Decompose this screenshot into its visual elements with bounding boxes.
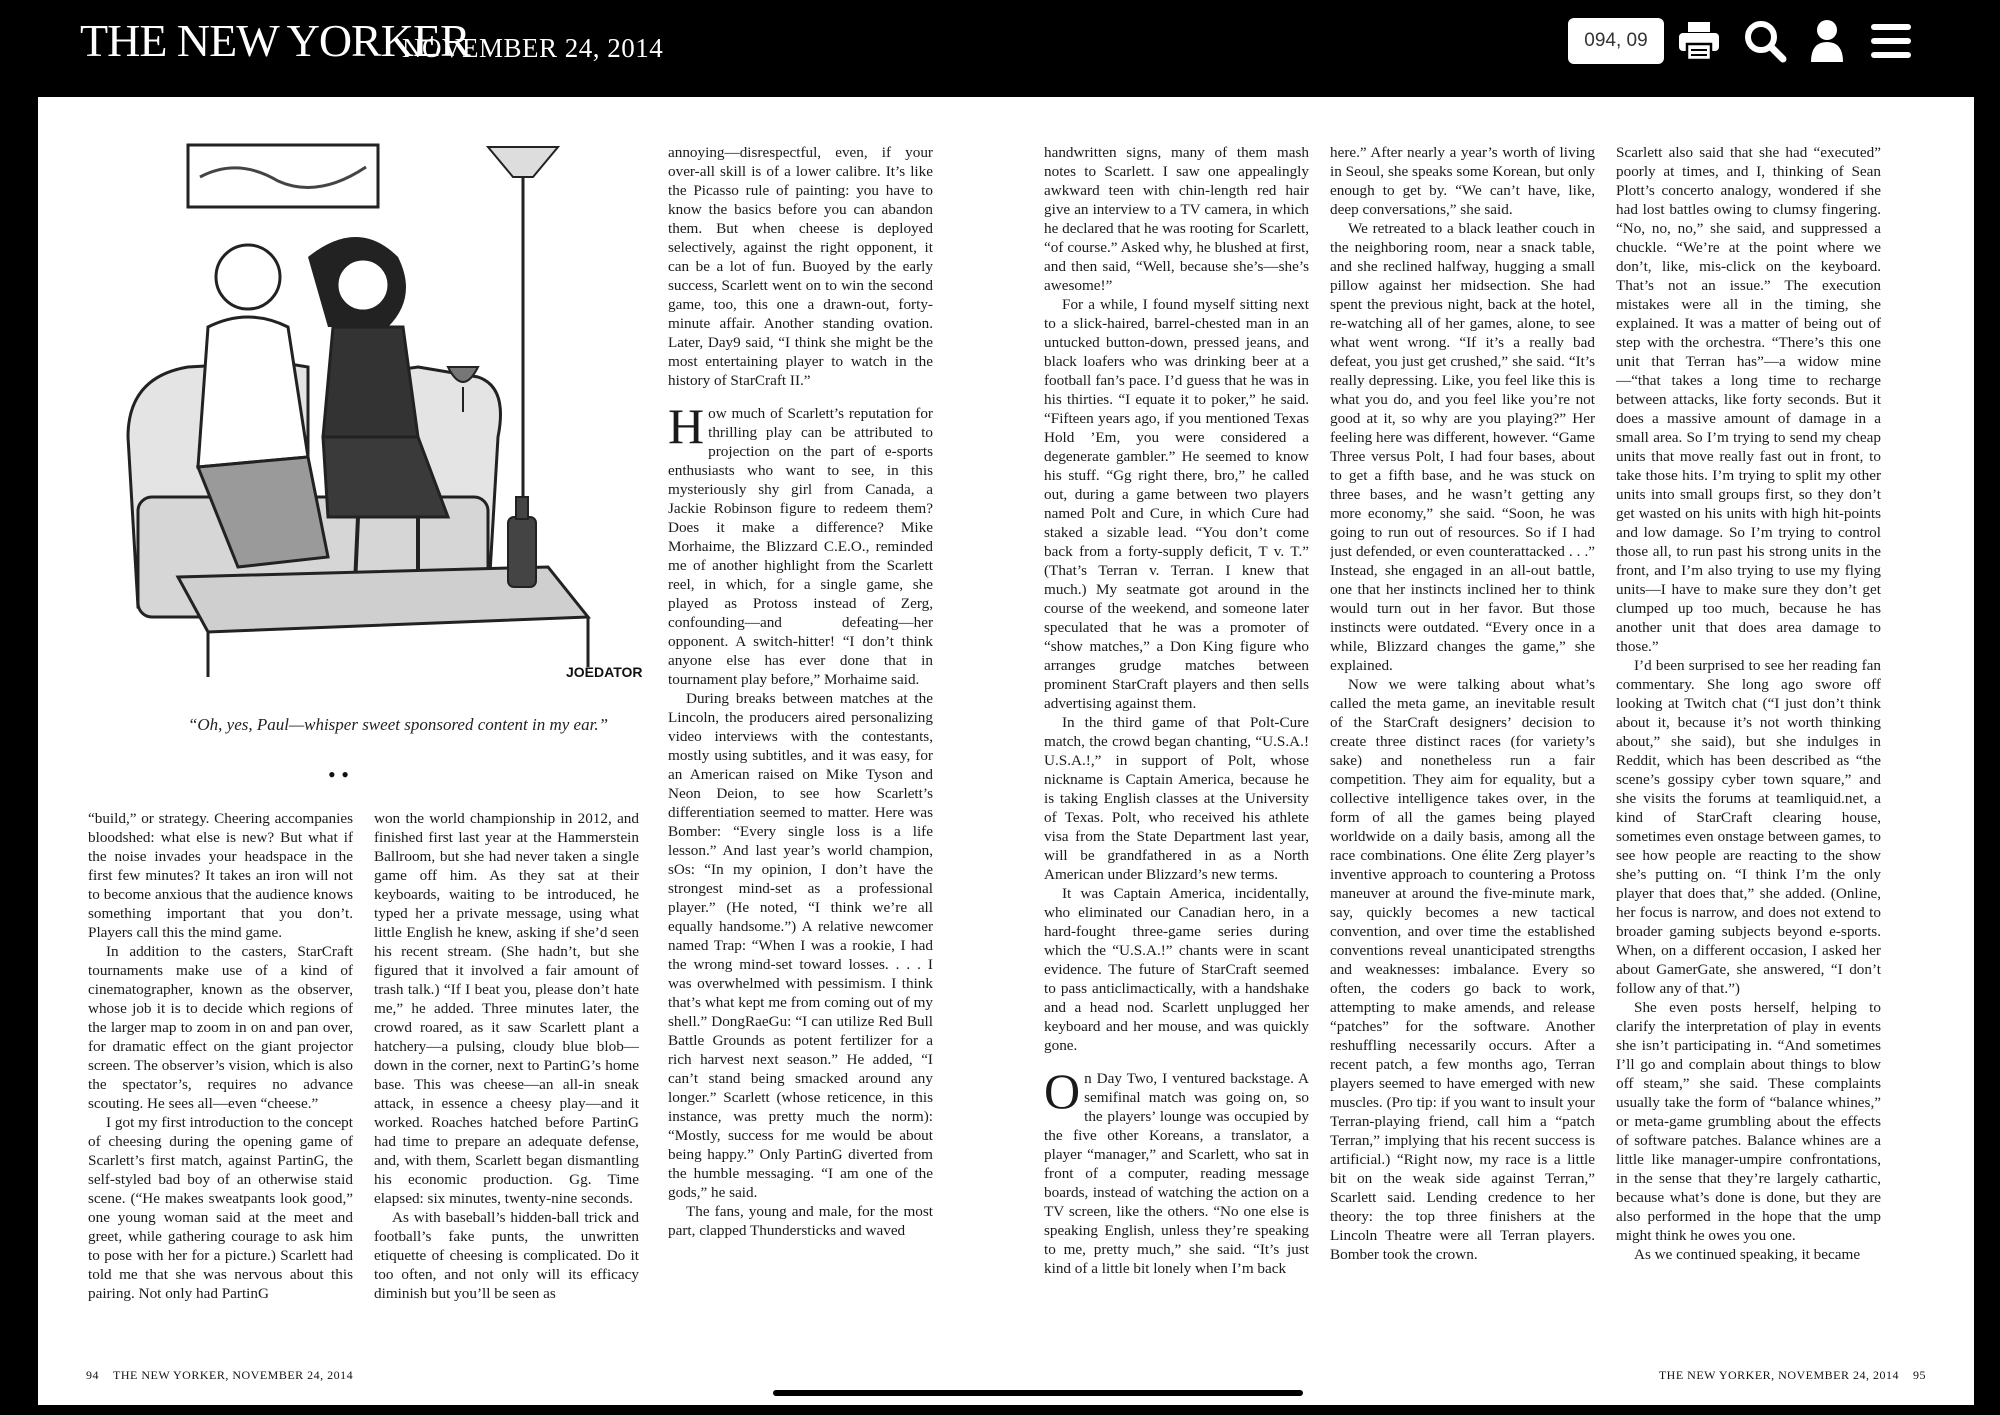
paragraph: here.” After nearly a year’s worth of living in Seoul, she speaks some Korean, but only enough to get by. “We can’t have, like, deep conversations,” she said. bbox=[1330, 144, 1595, 218]
paragraph: She even posts herself, helping to clarify the interpretation of play in events she isn’t participating in. “And sometimes I’ll go and complain about things to blow off steam,” she said. These complaints usually take the form of “balance whines,” or meta-game grumbling about the effects of software patches. Balance whines are a little like manager-umpire confrontations, in the sense that they’re largely cathartic, because what’s done is done, but they are also performed in the hope that the ump might think he owes you one. bbox=[1616, 999, 1881, 1244]
drop-cap: H bbox=[668, 398, 705, 454]
paragraph: On Day Two, I ventured backstage. A semifinal match was going on, so the players’ lounge was occupied by the five other Koreans, a translator, a player “manager,” and Scarlett, who sat in front of a computer, reading message boards, instead of watching the action on a TV screen, like the others. “No one else is speaking English, unless they’re speaking to me, pretty much,” she said. “It’s just kind of a little bit lonely when I’m back bbox=[1044, 1063, 1309, 1277]
paragraph: I got my first introduction to the concept of cheesing during the opening game of Scarlett’s first match, against PartinG, the self-styled bad boy of an otherwise staid scene. (“He makes sweatpants look good,” one young woman said at the meet and greet, while gathering courage to ask him to pose with her for a picture.) Scarlett had told me that she was nervous about this pairing. Not only had PartinG bbox=[88, 1114, 353, 1302]
menu-icon[interactable] bbox=[1866, 14, 1916, 68]
issue-date: NOVEMBER 24, 2014 bbox=[402, 33, 664, 63]
right-folio: THE NEW YORKER, NOVEMBER 24, 2014 95 bbox=[1658, 1368, 1926, 1382]
cartoon-illustration bbox=[118, 137, 678, 697]
paragraph: “build,” or strategy. Cheering accompanies bloodshed: what else is new? But what if the noise invades your headspace in the first few minutes? It takes an iron will not to become anxious that the audience knows something important that you don’t. Players call this the mind game. bbox=[88, 810, 353, 941]
paragraph: Scarlett also said that she had “executed” poorly at times, and I, thinking of Sean Plott’s concerto analogy, wondered if she had lost battles owing to clumsy fingering. “No, no, no,” she said, and suppressed a chuckle. “We’re at the point where we don’t, like, mis-click on the keyboard. That’s not an issue.” The execution mistakes were all in the timing, she explained. It was a matter of being out of step with the orchestra. “There’s this one unit that Terran has”—a widow mine—“that takes a long time to recharge between attacks, like forty seconds. But it does a massive amount of damage in a small area. So I’m trying to send my cheap units that move really fast out in front, to take those hits. I’m trying to split my other units into small groups first, so they don’t get wasted on his units with high hit-points and low damage. So I’m trying to control those all, to run past his strong units in the front, and I’m also trying to use my flying units—I have to make sure they don’t get clumped up too much, because he has another unit that does area damage to those.” bbox=[1616, 144, 1881, 655]
paragraph: annoying—disrespectful, even, if your over-all skill is of a lower calibre. It’s like the Picasso rule of painting: you have to know the basics before you can abandon them. But when cheese is deployed selectively, against the right opponent, it can be a lot of fun. Buoyed by the early success, Scarlett went on to win the second game, too, this one a drawn-out, forty-minute affair. Another standing ovation. Later, Day9 said, “I think she might be the most entertaining player to watch in the history of StarCraft II.” bbox=[668, 144, 933, 389]
article-column-6 bbox=[1616, 143, 1881, 1359]
search-icon[interactable] bbox=[1740, 14, 1790, 68]
paragraph: For a while, I found myself sitting next to a slick-haired, barrel-chested man in an untucked button-down, pressed jeans, and black loafers who was drinking beer at a football fan’s pace. I’d guess that he was in his thirties. “I equate it to poker,” he said. “Fifteen years ago, if you mentioned Texas Hold ’Em, you were considered a degenerate gambler.” He seemed to know his stuff. “Gg right there, bro,” he called out, during a game between two players named Polt and Cure, in which Cure had staked a sizable lead. “You don’t come back from a forty-supply deficit, T v. T.” (That’s Terran v. Terran. I knew that much.) My seatmate got around in the course of the weekend, and someone later speculated that he was a promoter of “show matches,” a Don King figure who arranges grudge matches between prominent StarCraft players and then sells advertising against them. bbox=[1044, 296, 1309, 712]
paragraph: In addition to the casters, StarCraft tournaments make use of a kind of cinematographer, known as the observer, whose job it is to decide which regions of the larger map to zoom in on and pan over, for dramatic effect on the giant projector screen. The observer’s vision, which is also the spectator’s, requires no advance scouting. He sees all—even “cheese.” bbox=[88, 943, 353, 1112]
cartoon-caption: “Oh, yes, Paul—whisper sweet sponsored content in my ear.” bbox=[187, 715, 609, 734]
paragraph: Now we were talking about what’s called the meta game, an inevitable result of the StarCraft designers’ decision to create three distinct races (for variety’s sake) and nonetheless run a fair competition. They aim for equality, but a collective intelligence takes over, in the form of all the games being played worldwide on a daily basis, among all the race combinations. One élite Zerg player’s inventive approach to countering a Protoss maneuver at around the five-minute mark, say, quickly becomes a new tactical convention, and over time the established conventions reveal unanticipated strengths and weaknesses: imbalance. Every so often, the coders go back to work, attempting to make amends, and release “patches” for the software. Another reshuffling necessarily occurs. After a recent patch, a few months ago, Terran players seemed to have emerged with new muscles. (Pro tip: if you want to insult your Terran-playing friend, call him a “patch Terran,” implying that his recent success is artificial.) “Right now, my race is a little bit on the weak side against Terran,” Scarlett said. Lending credence to her theory: the top three finishers at the Lincoln Theatre were all Terran players. Bomber took the crown. bbox=[1330, 676, 1595, 1263]
magazine-spread[interactable] bbox=[38, 97, 1974, 1405]
page-indicator[interactable]: 094, 09 bbox=[1568, 18, 1664, 64]
drop-cap: O bbox=[1044, 1063, 1081, 1119]
left-folio: 94 THE NEW YORKER, NOVEMBER 24, 2014 bbox=[86, 1368, 354, 1382]
article-column-3 bbox=[668, 143, 933, 1359]
user-icon[interactable] bbox=[1802, 14, 1852, 68]
paragraph: We retreated to a black leather couch in the neighboring room, near a snack table, and she reclined halfway, hugging a small pillow against her midsection. She had spent the previous night, back at the hotel, re-watching all of her games, alone, to see what went wrong. “If it’s a really bad defeat, you just get crushed,” she said. “It’s really depressing. Like, you feel like this is what you do, and you feel like you’re not good at it, so why are you playing?” Her feeling here was different, however. “Game Three versus Polt, I had four bases, about to get a fifth base, and he was stuck on three bases, and he wasn’t getting any more economy,” she said. “Soon, he was going to run out of resources. So if I had just defended, or even counterattacked . . .” Instead, she engaged in an all-out battle, one that her instincts inclined her to think would turn out in her favor. But those instincts were outdated. “Every once in a while, Blizzard changes the game,” she explained. bbox=[1330, 220, 1595, 674]
top-bar bbox=[0, 0, 2000, 90]
article-column-4 bbox=[1044, 143, 1309, 1359]
page-94 bbox=[38, 97, 1006, 1405]
paragraph: won the world championship in 2012, and finished first last year at the Hammerstein Ballroom, but she had never taken a single game off him. As they sat at their keyboards, waiting to be introduced, he typed her a private message, using what little English he knew, asking if she’d seen his recent stream. (She hadn’t, but she figured that it involved a fair amount of trash talk.) “If I beat you, please don’t hate me,” he added. Three minutes later, the crowd roared, as it saw Scarlett plant a hatchery—a pulsing, cloudy blue blob—down in the corner, next to PartinG’s home base. This was cheese—an all-in sneak attack, in essence a cheesy play—and it worked. Roaches hatched before PartinG had time to prepare an adequate defense, and, with them, Scarlett began dismantling his economic production. Gg. Time elapsed: six minutes, twenty-nine seconds. bbox=[374, 810, 639, 1207]
page-95 bbox=[1006, 97, 1974, 1405]
magazine-brand[interactable]: THE NEW YORKER bbox=[80, 15, 470, 66]
print-icon[interactable] bbox=[1674, 14, 1724, 68]
paragraph: handwritten signs, many of them mash notes to Scarlett. I saw one appealingly awkward teen with chin-length red hair give an interview to a TV camera, in which he declared that he was rooting for Scarlett, “of course.” Asked why, he blushed at first, and then said, “Well, because she’s—she’s awesome!” bbox=[1044, 144, 1309, 294]
section-break: • • bbox=[328, 762, 349, 787]
paragraph: During breaks between matches at the Lincoln, the producers aired personalizing video interviews with the contestants, mostly using subtitles, and it was easy, for an American raised on Mike Tyson and Neon Deion, to see how Scarlett’s differentiation seemed to matter. Here was Bomber: “Every single loss is a life lesson.” And last year’s world champion, sOs: “In my opinion, I don’t have the strongest mind-set as a professional player.” (He noted, “I think we’re all equally handsome.”) A relative newcomer named Trap: “When I was a rookie, I had the wrong mind-set toward losses. . . . I was overwhelmed with pessimism. I think that’s what kept me from coming out of my shell.” DongRaeGu: “I can utilize Red Bull Battle Grounds as potent fertilizer for a rich harvest next season.” He added, “I can’t stand being smacked around any longer.” Scarlett (whose reticence, in this instance, was pretty much the norm): “Mostly, success for me would be about being happy.” Only PartinG diverted from the humble messaging. “I am one of the gods,” he said. bbox=[668, 690, 933, 1201]
paragraph: I’d been surprised to see her reading fan commentary. She long ago swore off looking at Twitch chat (“I just don’t think about it, because it’s not worth thinking about,” she said), but she indulges in Reddit, which has been described as “the scene’s gossipy cyber town square,” and she visits the forums at teamliquid.net, a kind of StarCraft clearing house, sometimes even onstage between games, to see how people are reacting to the show she’s putting on. “I think I’m the only player that does that,” she added. (Online, her focus is narrow, and does not extend to broader gaming subjects beyond e-sports. When, on a different occasion, I asked her about GamerGate, she answered, “I don’t follow any of that.”) bbox=[1616, 657, 1881, 997]
cartoonist-signature: JOEDATOR bbox=[566, 664, 643, 680]
paragraph: It was Captain America, incidentally, who eliminated our Canadian hero, in a hard-fought three-game series during which the “U.S.A.!” chants were in scant evidence. The future of StarCraft seemed to pass anticlimactically, with a handshake and a head nod. Scarlett unplugged her keyboard and her mouse, and was quickly gone. bbox=[1044, 885, 1309, 1054]
scroll-handle[interactable] bbox=[773, 1390, 1303, 1396]
article-column-2 bbox=[374, 809, 639, 1359]
paragraph: As with baseball’s hidden-ball trick and football’s fake punts, the unwritten etiquette of cheesing is complicated. Do it too often, and not only will its efficacy diminish but you’ll be seen as bbox=[374, 1209, 639, 1302]
paragraph: How much of Scarlett’s reputation for thrilling play can be attributed to projection on the part of e-sports enthusiasts who want to see, in this mysteriously shy girl from Canada, a Jackie Robinson figure to redeem them? Does it make a difference? Mike Morhaime, the Blizzard C.E.O., reminded me of another highlight from the Scarlett reel, in which, for a single game, she played as Protoss instead of Zerg, confounding—and defeating—her opponent. A switch-hitter! “I don’t think anyone else has ever done that in tournament play before,” Morhaime said. bbox=[668, 398, 933, 688]
article-column-1 bbox=[88, 809, 353, 1359]
paragraph: In the third game of that Polt-Cure match, the crowd began chanting, “U.S.A.! U.S.A.!,” in support of Polt, whose nickname is Captain America, because he is taking English classes at the University of Texas. Polt, who received his athlete visa from the State Department last year, will be grandfathered in as a North American under Blizzard’s new terms. bbox=[1044, 714, 1309, 883]
paragraph: The fans, young and male, for the most part, clapped Thundersticks and waved bbox=[668, 1203, 933, 1239]
paragraph: As we continued speaking, it became bbox=[1634, 1246, 1861, 1263]
article-column-5 bbox=[1330, 143, 1595, 1359]
